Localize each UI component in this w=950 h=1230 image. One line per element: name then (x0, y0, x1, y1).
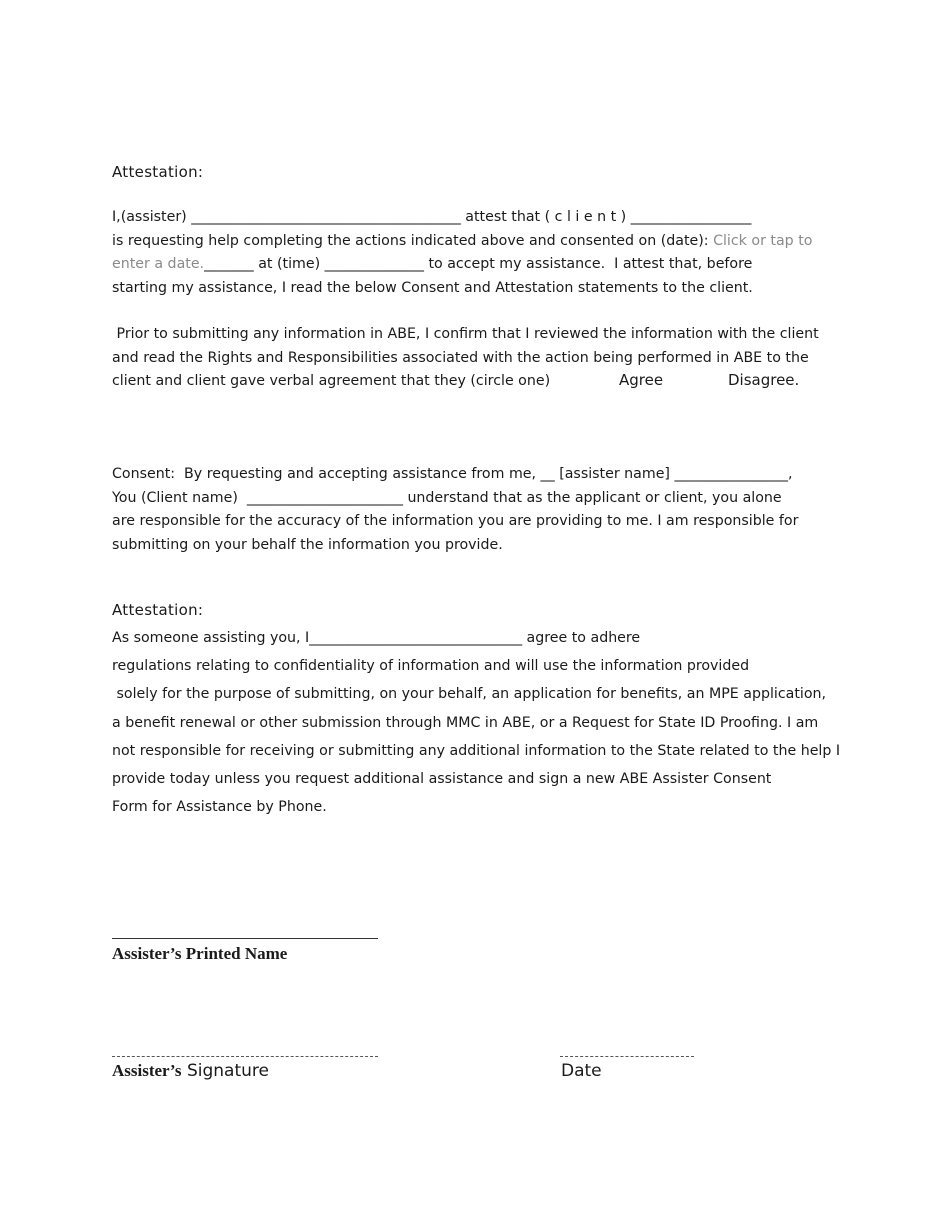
agree-option[interactable]: Agree (619, 371, 664, 389)
attestation-text: is requesting help completing the actions indicated above and consented on (date): (112, 232, 714, 249)
assister-attestation-line: solely for the purpose of submitting, on your behalf, an application for benefits, an MPE application, (112, 686, 827, 703)
attestation-paragraph (112, 206, 840, 300)
signature-label (112, 1061, 269, 1081)
signature-label-bold: Assister’s (112, 1061, 182, 1080)
printed-name-line[interactable] (112, 938, 378, 939)
consent-line: You (Client name) ______________________ understand that as the applicant or client, you alone (112, 489, 782, 506)
confirmation-line: client and client gave verbal agreement that they (circle one) (112, 373, 551, 389)
consent-line: Consent: By requesting and accepting assistance from me, __ [assister name] ________________, (112, 466, 793, 482)
assister-attestation-line: regulations relating to confidentiality of information and will use the information provided (112, 658, 750, 675)
assister-attestation-paragraph (112, 624, 840, 821)
attestation-line (112, 230, 840, 254)
assister-attestation-line: not responsible for receiving or submitting any additional information to the State related to the help I (112, 742, 841, 759)
date-picker-placeholder[interactable]: Click or tap to (713, 232, 813, 249)
attestation-heading: Attestation: (112, 601, 204, 619)
confirmation-line: Prior to submitting any information in ABE, I confirm that I reviewed the information with the client (112, 326, 819, 342)
signature-label-text: Signature (181, 1061, 269, 1081)
date-picker-placeholder[interactable]: enter a date. (112, 256, 205, 272)
date-label: Date (561, 1061, 602, 1081)
consent-line: submitting on your behalf the information you provide. (112, 536, 503, 553)
printed-name-label: Assister’s Printed Name (112, 944, 288, 963)
attestation-heading: Attestation: (112, 163, 204, 181)
consent-paragraph (112, 463, 840, 557)
assister-attestation-line: provide today unless you request additional assistance and sign a new ABE Assister Consent (112, 771, 772, 788)
confirmation-line: and read the Rights and Responsibilities associated with the action being performed in ABE to the (112, 349, 809, 366)
signature-line[interactable] (112, 1056, 378, 1057)
attestation-line (112, 253, 840, 277)
attestation-text: _______ at (time) ______________ to accept my assistance. I attest that, before (204, 256, 753, 272)
assister-attestation-line: a benefit renewal or other submission through MMC in ABE, or a Request for State ID Proofing. I am (112, 714, 819, 731)
date-line[interactable] (560, 1056, 694, 1057)
attestation-line: starting my assistance, I read the below Consent and Attestation statements to the client. (112, 279, 753, 296)
attestation-line: I,(assister) ______________________________________ attest that ( c l i e n t ) _________________ (112, 209, 752, 225)
assister-attestation-line: Form for Assistance by Phone. (112, 799, 327, 816)
disagree-option[interactable]: Disagree. (728, 371, 800, 389)
assister-attestation-line: As someone assisting you, I______________________________ agree to adhere (112, 630, 641, 646)
consent-line: are responsible for the accuracy of the information you are providing to me. I am responsible for (112, 513, 799, 529)
